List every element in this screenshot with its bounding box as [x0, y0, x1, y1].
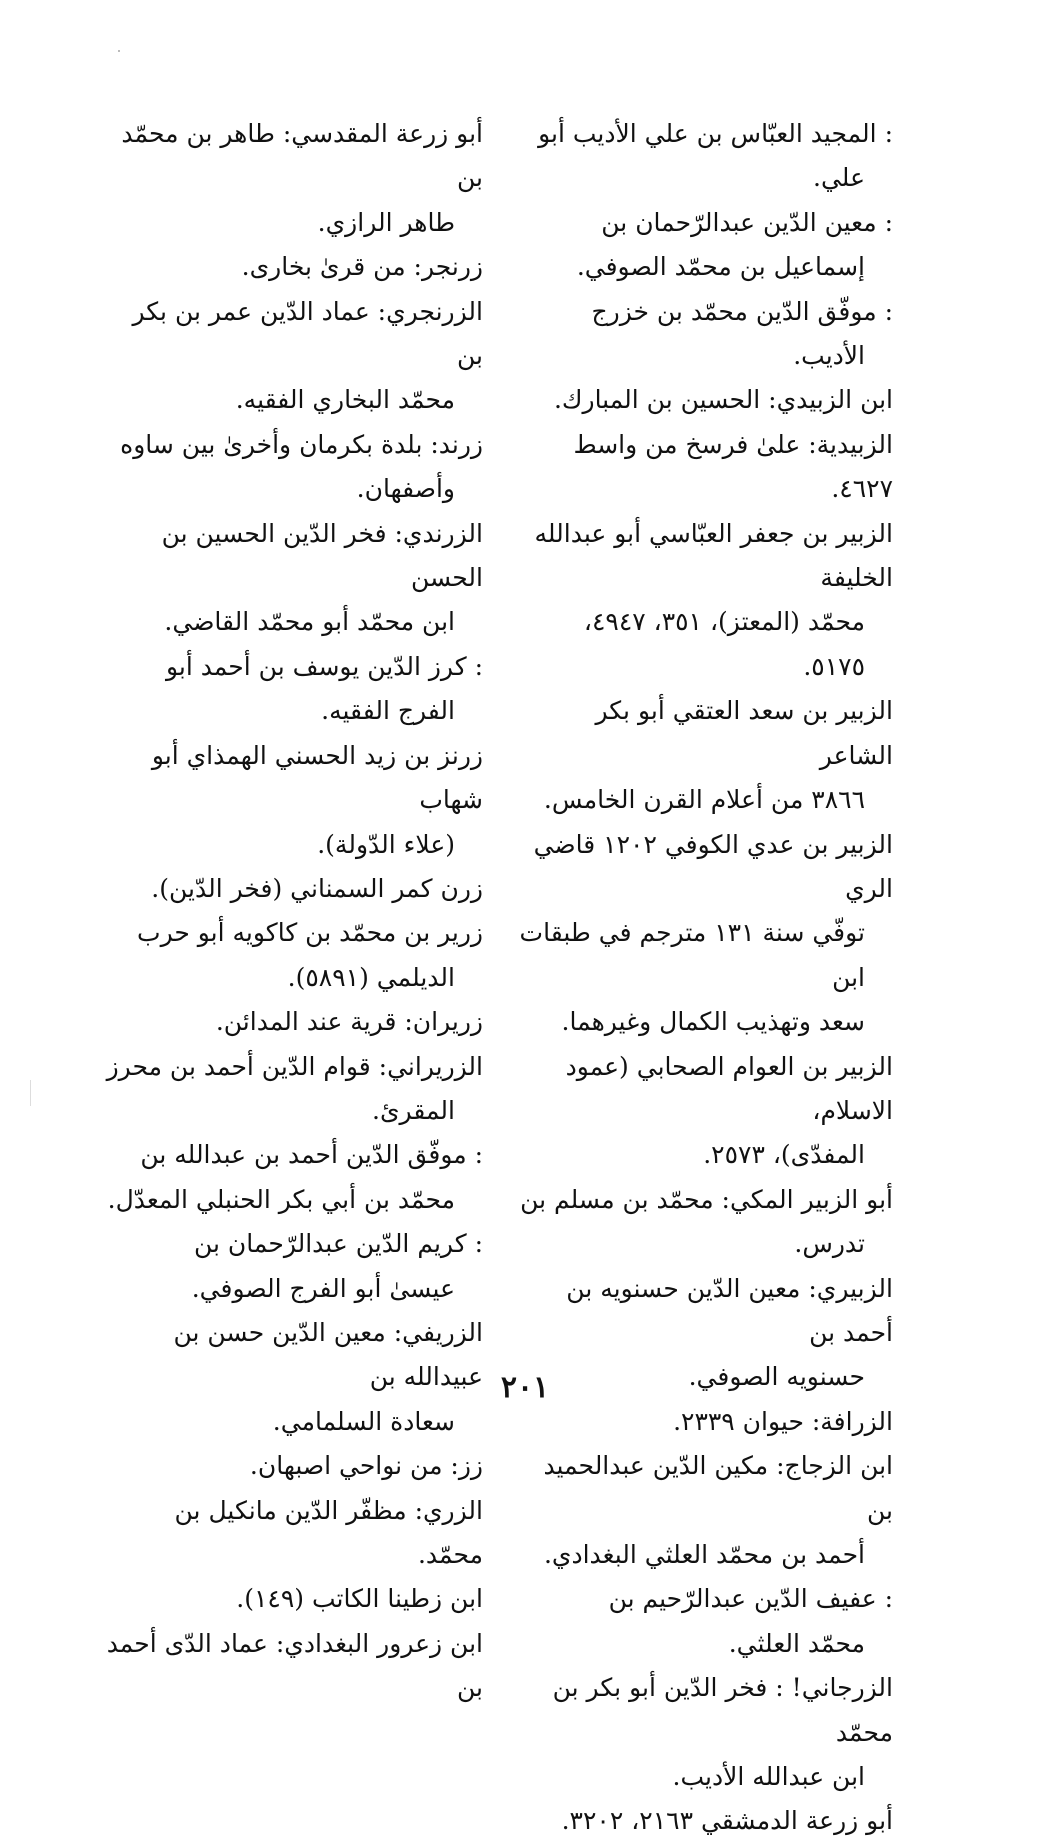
- index-entry: [105, 734, 483, 867]
- entry-line: ابن الزبيدي: الحسين بن المبارك.: [553, 385, 893, 415]
- entry-line: الزريراني: قوام الدّين أحمد بن محرز: [106, 1051, 483, 1081]
- scan-speck: [118, 50, 120, 52]
- index-column-right: [515, 112, 893, 1844]
- entry-line: زز: من نواحي اصبهان.: [249, 1451, 483, 1481]
- entry-continuation: طاهر الرازي.: [317, 207, 455, 237]
- entry-continuation: ٣٨٦٦ من أعلام القرن الخامس.: [543, 785, 865, 815]
- index-entry: [515, 201, 893, 290]
- entry-line: الزرندي: فخر الدّين الحسين بن الحسن: [161, 518, 483, 593]
- entry-line: زريران: قرية عند المدائن.: [215, 1007, 483, 1037]
- index-entry: [515, 378, 893, 422]
- index-entry: [105, 1000, 483, 1044]
- entry-line: أبو الزبير المكي: محمّد بن مسلم بن: [520, 1184, 893, 1214]
- entry-continuation: محمّد العلثي.: [728, 1628, 865, 1658]
- entry-continuation: توفّي سنة ١٣١ مترجم في طبقات ابن: [519, 918, 865, 992]
- index-entry: [105, 1222, 483, 1311]
- entry-line: ابن الزجاج: مكين الدّين عبدالحميد بن: [543, 1451, 893, 1525]
- entry-line: ‏: المجيد العبّاس بن علي الأديب أبو: [538, 119, 893, 148]
- entry-line: زرير بن محمّد بن كاكويه أبو حرب: [137, 918, 483, 948]
- entry-line: الزبير بن سعد العتقي أبو بكر الشاعر: [595, 696, 893, 770]
- entry-line: أبو زرعة المقدسي: طاهر بن محمّد بن: [121, 119, 483, 193]
- entry-continuation: الأديب.: [793, 341, 865, 371]
- entry-line: الزبير بن العوام الصحابي (عمود الاسلام،: [565, 1051, 893, 1125]
- index-entry: [105, 245, 483, 289]
- entry-continuation: محمّد بن أبي بكر الحنبلي المعدّل.: [107, 1184, 455, 1214]
- entry-line: الزريفي: معين الدّين حسن بن عبيدالله بن: [173, 1317, 483, 1392]
- index-entry: [105, 1133, 483, 1222]
- index-entry: [515, 1045, 893, 1178]
- entry-continuation: محمّد (المعتز)، ٣٥١، ٤٩٤٧، ٥١٧٥.: [583, 607, 865, 681]
- entry-line: الزرنجري: عماد الدّين عمر بن بكر بن: [132, 296, 483, 371]
- index-entry: [105, 512, 483, 645]
- index-entry: [105, 867, 483, 911]
- index-entry: [515, 112, 893, 201]
- index-entry: [515, 689, 893, 822]
- entry-line: الزبيدية: علىٰ فرسخ من واسط ٤٦٢٧.: [573, 429, 893, 504]
- index-entry: [515, 1178, 893, 1267]
- index-entry: [515, 1444, 893, 1577]
- entry-line: ‏: موفّق الدّين محمّد بن خزرج: [591, 296, 893, 326]
- entry-line: زرند: بلدة بكرمان وأخرىٰ بين ساوه: [120, 429, 483, 459]
- index-entry: [105, 423, 483, 512]
- entry-continuation: ابن محمّد أبو محمّد القاضي.: [164, 607, 455, 637]
- entry-continuation: الفرج الفقيه.: [321, 696, 455, 726]
- index-entry: [515, 423, 893, 512]
- entry-continuation: حسنويه الصوفي.: [688, 1362, 865, 1392]
- entry-continuation: علي.: [813, 163, 865, 193]
- entry-continuation: ابن عبدالله الأديب.: [672, 1762, 865, 1792]
- index-entry: [515, 1666, 893, 1799]
- index-entry: [515, 1799, 893, 1843]
- entry-continuation: وأصفهان.: [356, 474, 455, 504]
- index-entry: [105, 1444, 483, 1488]
- page-number: ٢٠١: [500, 1370, 550, 1405]
- index-entry: [515, 1400, 893, 1444]
- index-entry: [515, 823, 893, 1045]
- entry-continuation: محمّد البخاري الفقيه.: [235, 385, 455, 415]
- entry-line: الزرافة: حيوان ٢٣٣٩.: [673, 1406, 893, 1436]
- index-column-left: [105, 112, 483, 1711]
- index-entry: [105, 911, 483, 1000]
- entry-line: ‏: كريم الدّين عبدالرّحمان بن: [194, 1229, 483, 1259]
- entry-line: ابن زعرور البغدادي: عماد الدّى أحمد بن: [106, 1628, 483, 1703]
- entry-line: ‏: موفّق الدّين أحمد بن عبدالله بن: [140, 1140, 483, 1170]
- index-entry: [105, 112, 483, 245]
- entry-line: الزرجاني! : فخر الدّين أبو بكر بن محمّد: [552, 1673, 893, 1747]
- entry-line: ‏: عفيف الدّين عبدالرّحيم بن: [608, 1584, 893, 1614]
- entry-line: ابن زطينا الكاتب (١٤٩).: [236, 1584, 483, 1614]
- index-entry: [105, 1622, 483, 1711]
- index-entry: [105, 1045, 483, 1134]
- entry-continuation: المفدّى)، ٢٥٧٣.: [703, 1140, 865, 1170]
- entry-line: أبو زرعة الدمشقي ٢١٦٣، ٣٢٠٢.: [561, 1806, 893, 1836]
- entry-line: الزبير بن جعفر العبّاسي أبو عبدالله الخليفة: [534, 518, 893, 593]
- index-entry: [105, 290, 483, 423]
- entry-continuation: سعادة السلمامي.: [272, 1406, 455, 1436]
- entry-line: زرنجر: من قرىٰ بخارى.: [241, 252, 483, 282]
- index-entry: [515, 1577, 893, 1666]
- entry-continuation: (علاء الدّولة).: [317, 829, 455, 859]
- entry-line: الزبير بن عدي الكوفي ١٢٠٢ قاضي الري: [533, 829, 893, 903]
- entry-continuation: سعد وتهذيب الكمال وغيرهما.: [561, 1007, 865, 1037]
- index-entry: [105, 645, 483, 734]
- entry-continuation: تدرس.: [794, 1229, 865, 1259]
- entry-line: زرن كمر السمناني (فخر الدّين).: [151, 873, 483, 903]
- index-entry: [515, 290, 893, 379]
- scan-mark: [30, 1080, 31, 1106]
- entry-line: الزبيري: معين الدّين حسنويه بن أحمد بن: [566, 1273, 893, 1347]
- entry-line: ‏: كرز الدّين يوسف بن أحمد أبو: [165, 651, 483, 681]
- entry-line: زرنز بن زيد الحسني الهمذاي أبو شهاب: [151, 740, 483, 815]
- entry-continuation: المقرئ.: [372, 1095, 455, 1125]
- entry-line: ‏: معين الدّين عبدالرّحمان بن: [601, 207, 893, 237]
- entry-continuation: إسماعيل بن محمّد الصوفي.: [576, 252, 865, 282]
- entry-line: الزري: مظفّر الدّين مانكيل بن محمّد.: [174, 1495, 483, 1569]
- entry-continuation: الديلمي (٥٨٩١).: [287, 962, 455, 992]
- index-entry: [515, 512, 893, 690]
- entry-continuation: عيسىٰ أبو الفرج الصوفي.: [191, 1273, 455, 1303]
- index-entry: [105, 1489, 483, 1578]
- index-entry: [105, 1577, 483, 1621]
- entry-continuation: أحمد بن محمّد العلثي البغدادي.: [543, 1540, 865, 1569]
